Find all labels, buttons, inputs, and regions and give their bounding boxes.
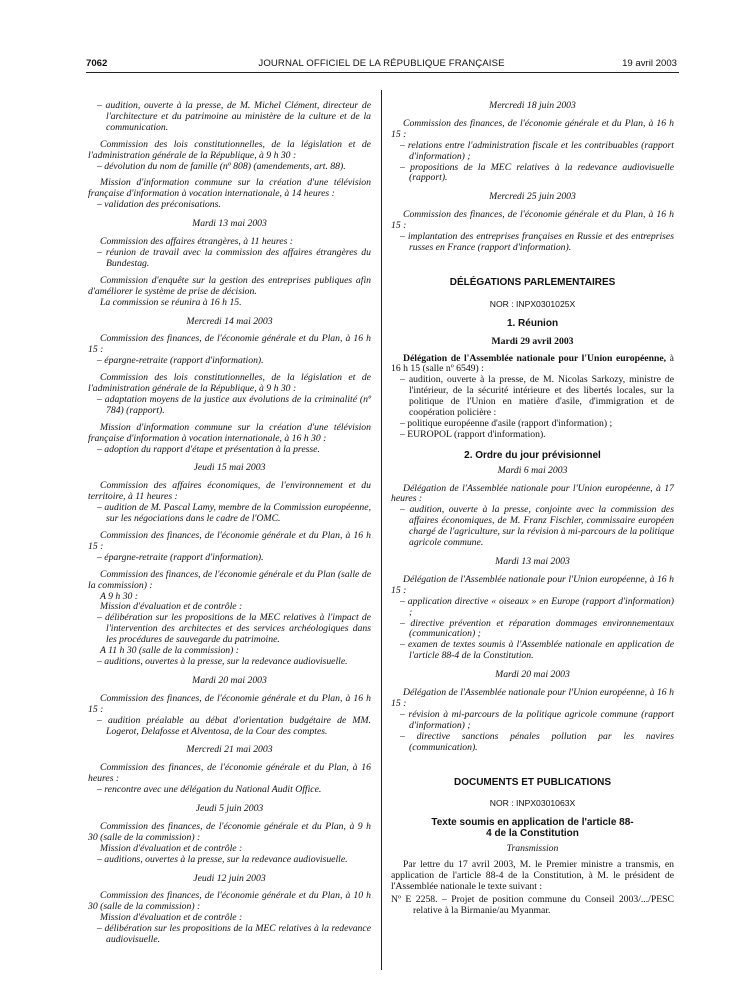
agenda-item: – épargne-retraite (rapport d'information).: [97, 551, 264, 563]
transmission-heading: Transmission: [506, 843, 559, 855]
page-number: 7062: [86, 58, 108, 69]
agenda-item: – délibération sur les propositions de la MEC relatives à la redevance audiovisuelle.: [97, 923, 371, 946]
body-paragraph: Commission d'enquête sur la gestion des entreprises publiques afin d'améliorer le système de prise de décision.: [88, 274, 371, 297]
date-heading: Mardi 6 mai 2003: [497, 464, 568, 476]
date-heading: Mardi 20 mai 2003: [192, 674, 267, 686]
agenda-item: – révision à mi-parcours de la politique agricole commune (rapport d'information) ;: [400, 708, 674, 731]
agenda-item: – propositions de la MEC relatives à la redevance audiovisuelle (rapport).: [400, 161, 674, 184]
body-paragraph: A 9 h 30 :: [100, 590, 139, 602]
body-paragraph: Mission d'évaluation et de contrôle :: [100, 912, 243, 924]
agenda-item: – épargne-retraite (rapport d'information).: [97, 355, 264, 367]
subsection-heading: 2. Ordre du jour prévisionnel: [464, 449, 601, 461]
agenda-item: – rencontre avec une délégation du National Audit Office.: [97, 784, 322, 796]
body-paragraph: Commission des lois constitutionnelles, de la législation et de l'administration générale de la République, à 9 h 30 :: [88, 372, 371, 395]
delegation-time: à 16 h 15 (salle nº 6549) :: [391, 352, 674, 375]
issue-date: 19 avril 2003: [622, 58, 677, 69]
agenda-item: – audition de M. Pascal Lamy, membre de la Commission européenne, sur les négociations dans le cadre de l'OMC.: [97, 502, 371, 525]
body-paragraph: La commission se réunira à 16 h 15.: [100, 296, 242, 308]
header-rule: [86, 72, 679, 73]
journal-title: JOURNAL OFFICIEL DE LA RÉPUBLIQUE FRANÇAISE: [258, 58, 505, 69]
agenda-item: – auditions, ouvertes à la presse, sur la redevance audiovisuelle.: [97, 853, 348, 865]
body-paragraph: Mission d'évaluation et de contrôle :: [100, 601, 243, 613]
date-heading: Mardi 13 mai 2003: [495, 556, 570, 567]
agenda-item: – examen de textes soumis à l'Assemblée nationale en application de l'article 88-4 de la Constitution.: [400, 639, 674, 662]
subsection-heading: Texte soumis en application de l'article 88-4 de la Constitution: [431, 817, 634, 840]
agenda-item: – audition, ouverte à la presse, de M. Michel Clément, directeur de l'architecture et du patrimoine au ministère de la culture et de la communication.: [97, 100, 371, 133]
body-paragraph: A 11 h 30 (salle de la commission) :: [100, 645, 240, 657]
body-paragraph: Commission des finances, de l'économie générale et du Plan, à 16 heures :: [88, 762, 371, 785]
date-heading: Mercredi 25 juin 2003: [489, 191, 576, 203]
body-paragraph: Commission des finances, de l'économie générale et du Plan, à 10 h 30 (salle de la commission) :: [88, 890, 371, 913]
delegation-name: Délégation de l'Assemblée nationale pour l'Union européenne,: [403, 352, 667, 364]
agenda-item: – application directive « oiseaux » en Europe (rapport d'information) ;: [400, 595, 674, 618]
body-paragraph: Délégation de l'Assemblée nationale pour l'Union européenne, à 16 h 15 :: [391, 687, 674, 709]
right-column: [391, 101, 674, 917]
agenda-item: – EUROPOL (rapport d'information).: [400, 428, 546, 440]
body-paragraph: Délégation de l'Assemblée nationale pour l'Union européenne, à 16 h 15 :: [391, 573, 674, 596]
agenda-item: – audition, ouverte à la presse, de M. Nicolas Sarkozy, ministre de l'intérieur, de la sécurité intérieure et des libertés locales, sur la politique de l'Union en matière d'asile, d'immigration et de coopération policière :: [400, 374, 674, 419]
agenda-item: – politique européenne d'asile (rapport d'information) ;: [400, 417, 613, 429]
date-heading: Mercredi 14 mai 2003: [186, 315, 273, 327]
agenda-item: – validation des préconisations.: [97, 199, 221, 211]
page-header: [86, 58, 677, 72]
body-paragraph: Commission des finances, de l'économie générale et du Plan, à 16 h 15 :: [88, 530, 371, 552]
agenda-item: – dévolution du nom de famille (nº 808) (amendements, art. 88).: [97, 160, 346, 172]
date-heading: Mercredi 18 juin 2003: [489, 100, 576, 111]
date-heading: Mardi 13 mai 2003: [192, 218, 267, 230]
nor-reference: NOR : INPX0301063X: [489, 798, 576, 809]
body-paragraph: Commission des affaires économiques, de l'environnement et du territoire, à 11 heures :: [88, 480, 371, 503]
date-heading: Jeudi 12 juin 2003: [193, 872, 266, 884]
column-divider: [381, 90, 382, 970]
body-paragraph: Délégation de l'Assemblée nationale pour l'Union européenne, à 17 heures :: [391, 482, 674, 505]
body-paragraph: Mission d'information commune sur la création d'une télévision française d'information à vocation internationale, à 16 h 30 :: [88, 421, 371, 444]
date-heading: Mardi 20 mai 2003: [495, 669, 570, 681]
body-paragraph: Commission des finances, de l'économie générale et du Plan, à 16 h 15 :: [391, 209, 674, 232]
body-paragraph: Commission des finances, de l'économie générale et du Plan, à 16 h 15 :: [391, 117, 674, 140]
subsection-heading: 1. Réunion: [506, 317, 559, 329]
nor-reference: NOR : INPX0301025X: [489, 298, 576, 309]
document-reference: Nº E 2258. – Projet de position commune du Conseil 2003/.../PESC relative à la Birmanie/au Myanmar.: [391, 893, 674, 916]
body-paragraph: Commission des finances, de l'économie générale et du Plan (salle de la commission) :: [88, 568, 371, 591]
agenda-item: – directive prévention et réparation dommages environnementaux (communication) ;: [400, 617, 674, 640]
agenda-item: – implantation des entreprises françaises en Russie et des entreprises russes en France (rapport d'information).: [400, 231, 674, 253]
meeting-date: Mardi 29 avril 2003: [491, 335, 574, 347]
body-paragraph: Mission d'information commune sur la création d'une télévision française d'information à vocation internationale, à 14 heures :: [88, 177, 371, 200]
agenda-item: – adaptation moyens de la justice aux évolutions de la criminalité (nº 784) (rapport).: [97, 393, 371, 416]
section-heading: DÉLÉGATIONS PARLEMENTAIRES: [449, 276, 616, 288]
section-heading: DOCUMENTS ET PUBLICATIONS: [453, 776, 612, 788]
date-heading: Jeudi 5 juin 2003: [195, 803, 264, 815]
left-column: [88, 101, 371, 946]
date-heading: Mercredi 21 mai 2003: [186, 744, 273, 756]
agenda-item: – directive sanctions pénales pollution par les navires (communication).: [400, 730, 674, 753]
body-paragraph: Commission des lois constitutionnelles, de la législation et de l'administration générale de la République, à 9 h 30 :: [88, 138, 371, 161]
body-paragraph: Commission des affaires étrangères, à 11 heures :: [100, 236, 294, 248]
agenda-item: – adoption du rapport d'étape et présentation à la presse.: [97, 443, 320, 455]
agenda-item: – auditions, ouvertes à la presse, sur la redevance audiovisuelle.: [97, 655, 348, 667]
delegation-paragraph: [391, 354, 674, 376]
body-paragraph: Mission d'évaluation et de contrôle :: [100, 842, 243, 854]
agenda-item: – audition préalable au débat d'orientation budgétaire de MM. Logerot, Delafosse et Alventosa, de la Cour des comptes.: [97, 714, 371, 737]
agenda-item: – audition, ouverte à la presse, conjointe avec la commission des affaires économiques, de M. Franz Fischler, commissaire européen chargé de l'agriculture, sur la révision à mi-parcours de la politique agricole commune.: [400, 504, 674, 549]
agenda-item: – réunion de travail avec la commission des affaires étrangères du Bundestag.: [97, 246, 371, 269]
date-heading: Jeudi 15 mai 2003: [193, 462, 266, 474]
body-paragraph: Par lettre du 17 avril 2003, M. le Premier ministre a transmis, en application de l'article 88-4 de la Constitution, à M. le président de l'Assemblée nationale le texte suivant :: [391, 859, 674, 892]
body-paragraph: Commission des finances, de l'économie générale et du Plan, à 9 h 30 (salle de la commission) :: [88, 820, 371, 843]
agenda-item: – délibération sur les propositions de la MEC relatives à l'impact de l'intervention des architectes et des services archéologiques dans les procédures de sauvegarde du patrimoine.: [97, 612, 371, 646]
body-paragraph: Commission des finances, de l'économie générale et du Plan, à 16 h 15 :: [88, 692, 371, 715]
agenda-item: – relations entre l'administration fiscale et les contribuables (rapport d'information) ;: [400, 139, 674, 162]
body-paragraph: Commission des finances, de l'économie générale et du Plan, à 16 h 15 :: [88, 333, 371, 356]
